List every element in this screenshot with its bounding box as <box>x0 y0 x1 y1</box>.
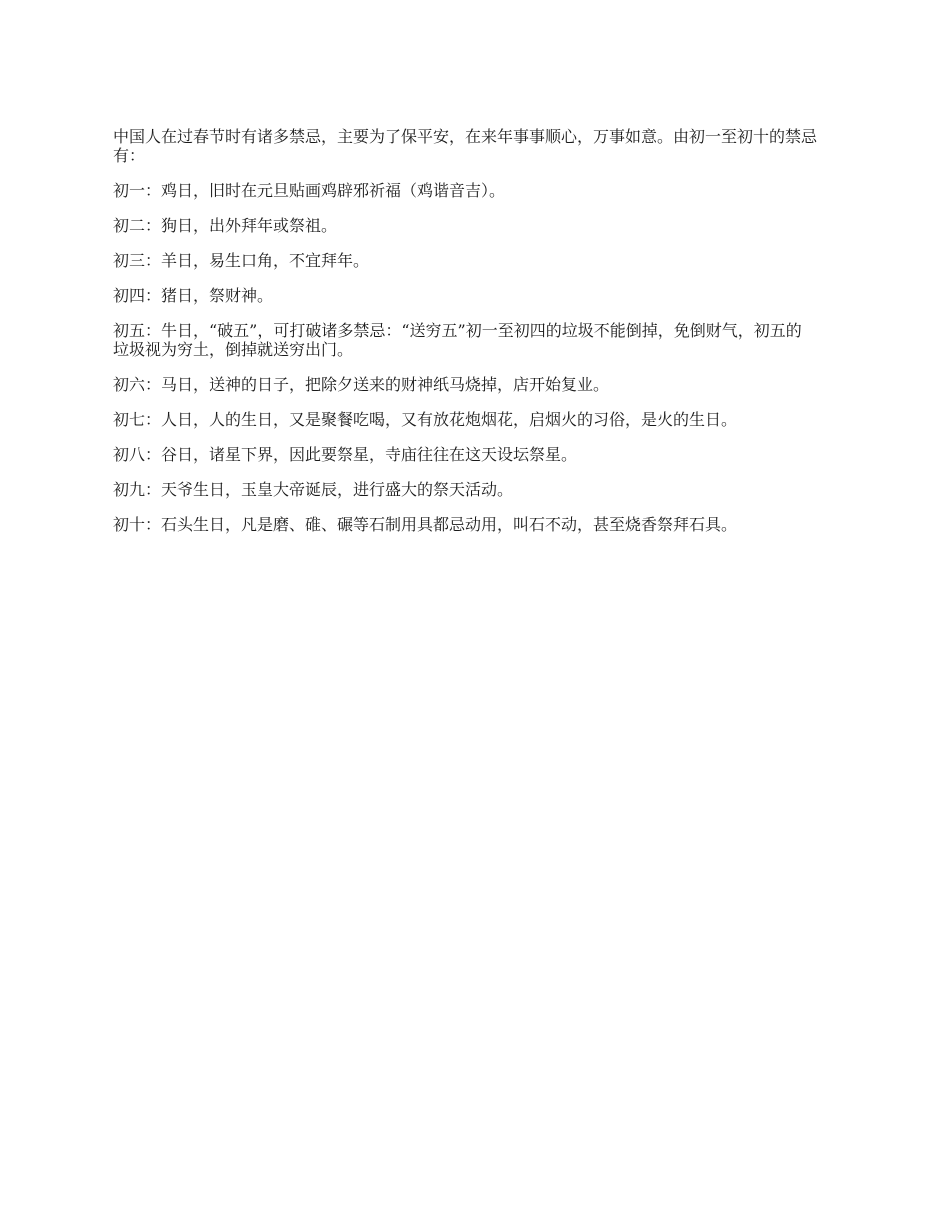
taboo-day-10: 初十：石头生日，凡是磨、碓、碾等石制用具都忌动用，叫石不动，甚至烧香祭拜石具。 <box>113 515 738 534</box>
taboo-day-7: 初七：人日，人的生日，又是聚餐吃喝，又有放花炮烟花，启烟火的习俗，是火的生日。 <box>113 410 738 429</box>
intro-paragraph: 中国人在过春节时有诸多禁忌，主要为了保平安，在来年事事顺心，万事如意。由初一至初十的禁忌有： <box>113 127 818 165</box>
taboo-day-8: 初八：谷日，诸星下界，因此要祭星，寺庙往往在这天设坛祭星。 <box>113 445 578 464</box>
taboo-day-4: 初四：猪日，祭财神。 <box>113 286 274 305</box>
taboo-day-1: 初一：鸡日，旧时在元旦贴画鸡辟邪祈福（鸡谐音吉）。 <box>113 181 506 200</box>
taboo-day-2: 初二：狗日，出外拜年或祭祖。 <box>113 216 338 235</box>
taboo-day-6: 初六：马日，送神的日子，把除夕送来的财神纸马烧掉，店开始复业。 <box>113 375 610 394</box>
taboo-day-3: 初三：羊日，易生口角，不宜拜年。 <box>113 251 370 270</box>
document-body <box>113 127 843 550</box>
taboo-day-9: 初九：天爷生日，玉皇大帝诞辰，进行盛大的祭天活动。 <box>113 480 514 499</box>
taboo-day-5: 初五：牛日，“破五”，可打破诸多禁忌：“送穷五”初一至初四的垃圾不能倒掉，免倒财气，初五的垃圾视为穷土，倒掉就送穷出门。 <box>113 321 802 359</box>
